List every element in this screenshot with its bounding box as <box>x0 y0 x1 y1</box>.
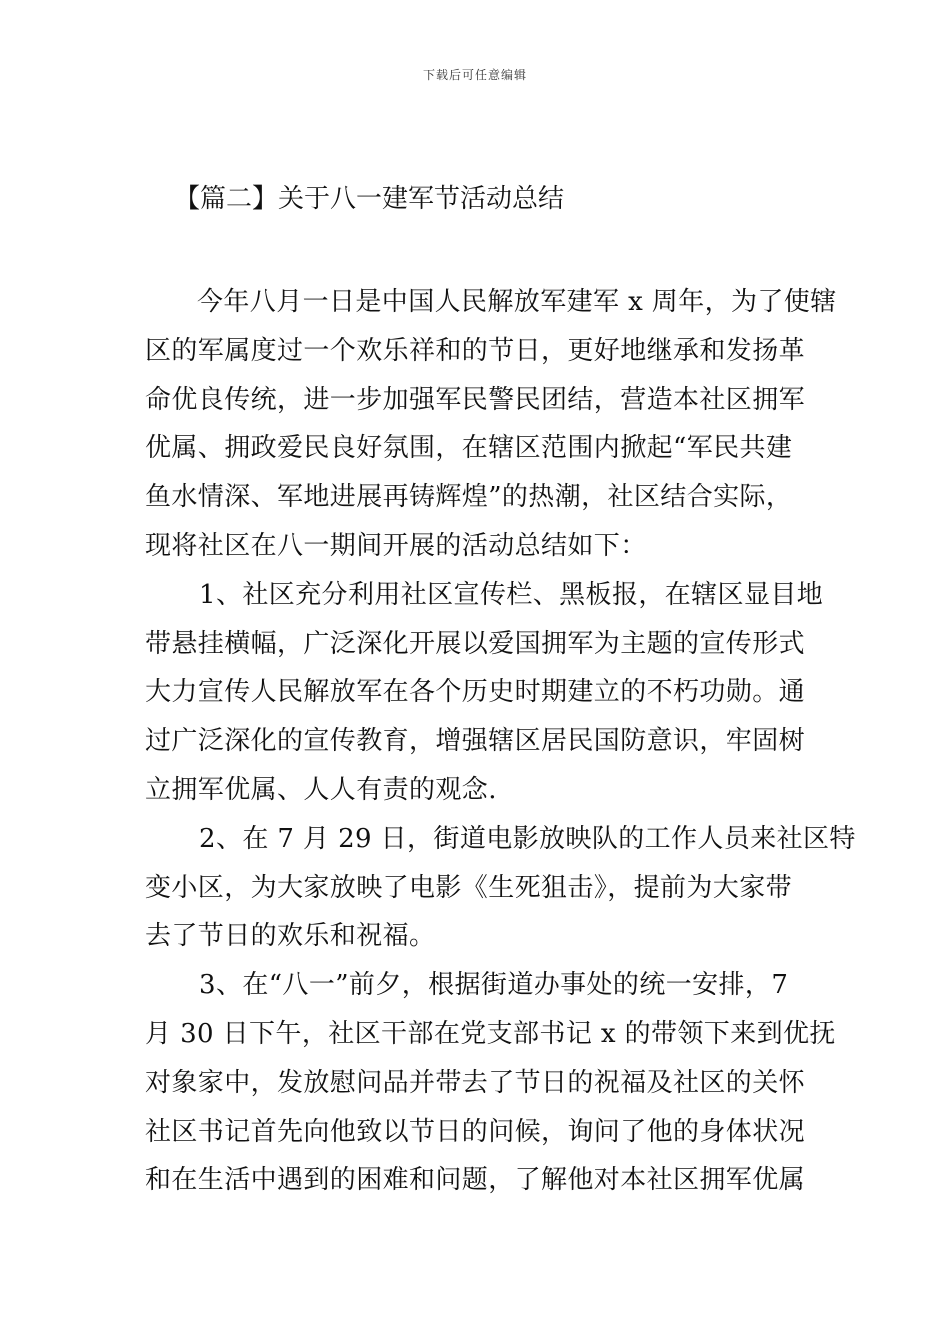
document-title: 【篇二】关于八一建军节活动总结 <box>174 184 565 214</box>
paragraph-line: 社区书记首先向他致以节日的问候，询问了他的身体状况 <box>145 1116 806 1147</box>
document-body <box>145 278 856 1205</box>
paragraph-line: 月 30 日下午，社区干部在党支部书记 x 的带领下来到优抚 <box>145 1018 836 1049</box>
paragraph-line: 优属、拥政爱民良好氛围，在辖区范围内掀起“军民共建 <box>145 433 793 464</box>
paragraph-line: 变小区，为大家放映了电影《生死狙击》，提前为大家带 <box>145 872 793 903</box>
paragraph-line: 命优良传统，进一步加强军民警民团结，营造本社区拥军 <box>145 384 806 415</box>
paragraph-line: 去了节日的欢乐和祝福。 <box>145 921 436 952</box>
paragraph-line: 大力宣传人民解放军在各个历史时期建立的不朽功勋。通 <box>145 677 806 708</box>
paragraph-line: 今年八月一日是中国人民解放军建军 x 周年，为了使辖 <box>197 287 837 317</box>
page-header-note: 下载后可任意编辑 <box>422 68 527 82</box>
paragraph-line: 鱼水情深、军地进展再铸辉煌”的热潮，社区结合实际， <box>145 482 793 513</box>
paragraph-line: 3、在“八一”前夕，根据街道办事处的统一安排，7 <box>199 970 789 1001</box>
paragraph-line: 过广泛深化的宣传教育，增强辖区居民国防意识，牢固树 <box>145 726 806 757</box>
paragraph-line: 立拥军优属、人人有责的观念. <box>145 774 497 805</box>
paragraph-line: 现将社区在八一期间开展的活动总结如下： <box>145 530 647 561</box>
paragraph-line: 和在生活中遇到的困难和问题，了解他对本社区拥军优属 <box>145 1165 806 1196</box>
paragraph-line: 2、在 7 月 29 日，街道电影放映队的工作人员来社区特 <box>199 823 856 854</box>
paragraph-line: 区的军属度过一个欢乐祥和的节日，更好地继承和发扬革 <box>145 335 806 366</box>
paragraph-line: 带悬挂横幅，广泛深化开展以爱国拥军为主题的宣传形式 <box>145 628 806 659</box>
paragraph-line: 对象家中，发放慰问品并带去了节日的祝福及社区的关怀 <box>145 1067 806 1098</box>
paragraph-line: 1、社区充分利用社区宣传栏、黑板报，在辖区显目地 <box>199 579 824 610</box>
